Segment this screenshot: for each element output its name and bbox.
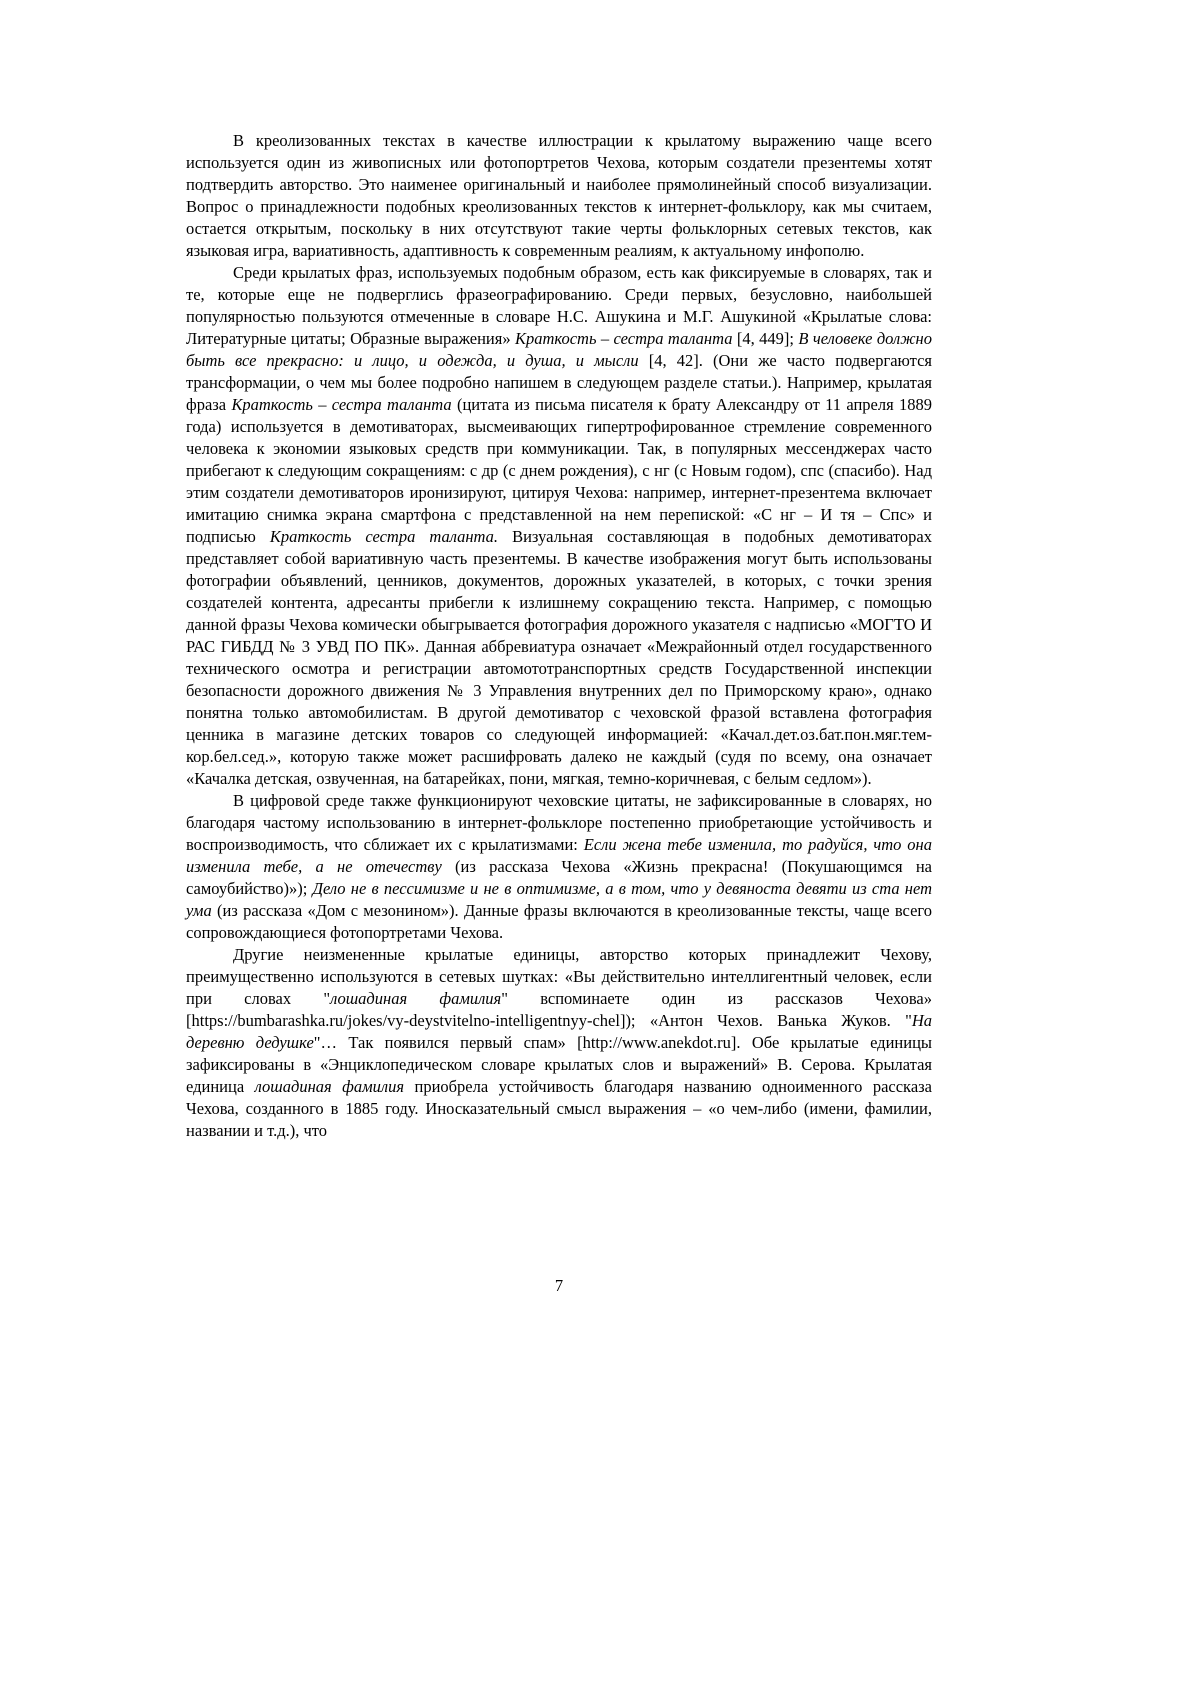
italic-text-run: Краткость сестра таланта.: [269, 527, 499, 546]
text-run: В цифровой среде также функционируют чеховские цитаты, не зафиксированные в словарях, но благодаря частому использованию в интернет-фольклоре постепенно приобретающие устойчивость и воспроизводимость, что сближает их с крылатизмами:: [186, 791, 932, 854]
italic-text-run: Краткость – сестра таланта: [231, 395, 452, 414]
text-run: (из рассказа Чехова «Жизнь прекрасна! (Покушающимся на самоубийство)»);: [186, 857, 932, 898]
text-run: (из рассказа «Дом с мезонином»). Данные фразы включаются в креолизованные тексты, чаще всего сопровождающиеся фотопортретами Чехова.: [186, 901, 932, 942]
paragraph: [186, 130, 932, 262]
paragraph: [186, 944, 932, 1142]
text-run: приобрела устойчивость благодаря названию одноименного рассказа Чехова, созданного в 1885 году. Иносказательный смысл выражения – «о чем-либо (имени, фамилии, названии и т.д.), что: [186, 1077, 932, 1140]
paragraph: [186, 262, 932, 790]
italic-text-run: Краткость – сестра таланта: [515, 329, 733, 348]
paragraph: [186, 790, 932, 944]
text-run: В креолизованных текстах в качестве иллюстрации к крылатому выражению чаще всего используется один из живописных или фотопортретов Чехова, которым создатели презентемы хотят подтвердить авторство. Это наименее оригинальный и наиболее прямолинейный способ визуализации. Вопрос о принадлежности подобных креолизованных текстов к интернет-фольклору, как мы считаем, остается открытым, поскольку в них отсутствуют такие черты фольклорных сетевых текстов, как языковая игра, вариативность, адаптивность к современным реалиям, к актуальному инфополю.: [186, 131, 932, 260]
text-run: Другие неизмененные крылатые единицы, авторство которых принадлежит Чехову, преимущественно используются в сетевых шутках: «Вы действительно интеллигентный человек, если при словах ": [186, 945, 932, 1008]
italic-text-run: лошадиная фамилия: [330, 989, 502, 1008]
italic-text-run: Дело не в пессимизме и не в оптимизме, а в том, что у девяноста девяти из ста нет ума: [186, 879, 932, 920]
text-run: Визуальная составляющая в подобных демотиваторах представляет собой вариативную часть презентемы. В качестве изображения могут быть использованы фотографии объявлений, ценников, документов, дорожных указателей, в которых, с точки зрения создателей контента, адресанты прибегли к излишнему сокращению текста. Например, с помощью данной фразы Чехова комически обыгрывается фотография дорожного указателя с надписью «МОГТО И РАС ГИБДД № 3 УВД ПО ПК». Данная аббревиатура означает «Межрайонный отдел государственного технического осмотра и регистрации автомототранспортных средств Государственной инспекции безопасности дорожного движения № 3 Управления внутренних дел по Приморскому краю», однако понятна только автомобилистам. В другой демотиватор с чеховской фразой вставлена фотография ценника в магазине детских товаров со следующей информацией: «Качал.дет.оз.бат.пон.мяг.тем-кор.бел.сед.», которую также может расшифровать далеко не каждый (судя по всему, она означает «Качалка детская, озвученная, на батарейках, пони, мягкая, темно-коричневая, с белым седлом»).: [186, 527, 933, 788]
text-run: [4, 449];: [732, 329, 799, 348]
italic-text-run: В человеке должно быть все прекрасно: и лицо, и одежда, и душа, и мысли: [186, 329, 932, 370]
text-body: [186, 130, 932, 1142]
italic-text-run: На деревню дедушке: [186, 1011, 932, 1052]
text-run: Среди крылатых фраз, используемых подобным образом, есть как фиксируемые в словарях, так и те, которые еще не подверглись фразеографированию. Среди первых, безусловно, наибольшей популярностью пользуются отмеченные в словаре Н.С. Ашукина и М.Г. Ашукиной «Крылатые слова: Литературные цитаты; Образные выражения»: [186, 263, 932, 348]
italic-text-run: лошадиная фамилия: [254, 1077, 405, 1096]
text-run: [4, 42]. (Они же часто подвергаются трансформации, о чем мы более подробно напишем в следующем разделе статьи.). Например, крылатая фраза: [186, 351, 932, 414]
text-run: (цитата из письма писателя к брату Александру от 11 апреля 1889 года) используется в демотиваторах, высмеивающих гипертрофированное стремление современного человека к экономии языковых средств при коммуникации. Так, в популярных мессенджерах часто прибегают к следующим сокращениям: с др (с днем рождения), с нг (с Новым годом), спс (спасибо). Над этим создатели демотиваторов иронизируют, цитируя Чехова: например, интернет-презентема включает имитацию снимка экрана смартфона с представленной на нем перепиской: «С нг – И тя – Спс» и подписью: [186, 395, 932, 546]
page-number: 7: [554, 1276, 564, 1295]
text-run: "… Так появился первый спам» [http://www.anekdot.ru]. Обе крылатые единицы зафиксированы в «Энциклопедическом словаре крылатых слов и выражений» В. Серова. Крылатая единица: [186, 1033, 932, 1096]
text-run: " вспоминаете один из рассказов Чехова» [https://bumbarashka.ru/jokes/vy-deystvitelno-intelligentnyy-chel]); «Антон Чехов. Ванька Жуков. ": [186, 989, 932, 1030]
italic-text-run: Если жена тебе изменила, то радуйся, что она изменила тебе, а не отечеству: [186, 835, 932, 876]
